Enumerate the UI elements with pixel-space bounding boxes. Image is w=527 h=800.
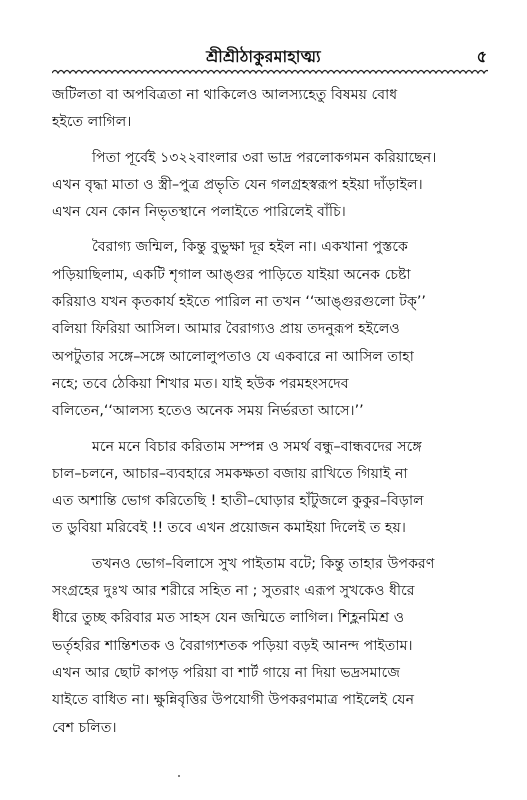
text-line: জটিলতা বা অপবিত্রতা না থাকিলেও আলস্যহেতু বিষময় বোধ <box>52 87 398 103</box>
running-header-title: শ্রীশ্রীঠাকুরমাহাত্ম্য <box>206 47 321 66</box>
page-number: ৫ <box>476 47 487 66</box>
text-line: বেশ চলিত। <box>52 719 117 736</box>
text-line: এখন যেন কোন নিভৃতস্থানে পলাইতে পারিলেই বাঁচি। <box>52 204 346 221</box>
text-line: সংগ্রহের দুঃখ আর শরীরে সহিত না ; সুতরাং এরূপ সুখকেও ধীরে <box>52 583 415 600</box>
text-line: ত ডুবিয়া মরিবেই !! তবে এখন প্রয়োজন কমাইয়া দিলেই ত হয়। <box>52 520 406 537</box>
text-line: এত অশান্তি ভোগ করিতেছি ! হাতী–ঘোড়ার হাঁটুজলে কুকুর–বিড়াল <box>52 493 424 510</box>
text-line: বলিয়া ফিরিয়া আসিল। আমার বৈরাগ্যও প্রায় তদনুরূপ হইলেও <box>52 321 400 338</box>
paragraph <box>52 434 486 543</box>
paragraph <box>52 82 486 137</box>
paragraph <box>52 551 486 742</box>
text-line: বলিতেন,‘‘আলস্য হতেও অনেক সময় নির্ভরতা আসে।’’ <box>52 403 364 420</box>
text-line: যাইতে বাধিত না। ক্ষুন্নিবৃত্তির উপযোগী উপকরণমাত্র পাইলেই যেন <box>52 692 415 709</box>
text-line: ধীরে তুচ্ছ করিবার মত সাহস যেন জন্মিতে লাগিল। শিহ্লনমিশ্র ও <box>52 610 405 627</box>
text-line: পিতা পূর্বেই ১৩২২বাংলার ৩রা ভাদ্র পরলোকগমন করিয়াছেন। <box>92 149 437 166</box>
text-line: অপটুতার সঙ্গে–সঙ্গে আলোলুপতাও যে একবারে না আসিল তাহা <box>52 348 414 365</box>
text-line: ভর্তৃহরির শান্তিশতক ও বৈরাগ্যশতক পড়িয়া বড়ই আনন্দ পাইতাম। <box>52 637 413 654</box>
text-line: এখন বৃদ্ধা মাতা ও স্ত্রী–পুত্র প্রভৃতি যেন গলগ্রহস্বরূপ হইয়া দাঁড়াইল। <box>52 176 423 193</box>
running-header <box>0 44 527 68</box>
body-text <box>52 82 486 750</box>
paragraph <box>52 234 486 425</box>
text-line: হইতে লাগিল। <box>52 114 132 131</box>
text-line: করিয়াও যখন কৃতকার্য হইতে পারিল না তখন ‘‘আঙ্গুরগুলো টক্’’ <box>52 294 426 311</box>
scan-speck <box>178 775 180 777</box>
text-line: মনে মনে বিচার করিতাম সম্পন্ন ও সমর্থ বন্ধু–বান্ধবদের সঙ্গে <box>92 438 422 455</box>
text-line: বৈরাগ্য জন্মিল, কিন্তু বুভুক্ষা দূর হইল না। একখানা পুস্তকে <box>92 239 408 256</box>
text-line: এখন আর ছোট কাপড় পরিয়া বা শার্ট গায়ে না দিয়া ভদ্রসমাজে <box>52 664 401 681</box>
wavy-divider <box>52 66 488 80</box>
text-line: চাল–চলনে, আচার–ব্যবহারে সমকক্ষতা বজায় রাখিতে গিয়াই না <box>52 465 408 482</box>
text-line: পড়িয়াছিলাম, একটি শৃগাল আঙ্গুর পাড়িতে যাইয়া অনেক চেষ্টা <box>52 266 411 283</box>
text-line: তখনও ভোগ–বিলাসে সুখ পাইতাম বটে; কিন্তু তাহার উপকরণ <box>92 555 435 572</box>
paragraph <box>52 145 486 227</box>
text-line: নহে; তবে ঠেকিয়া শিখার মত। যাই হউক পরমহংসদেব <box>52 375 349 392</box>
